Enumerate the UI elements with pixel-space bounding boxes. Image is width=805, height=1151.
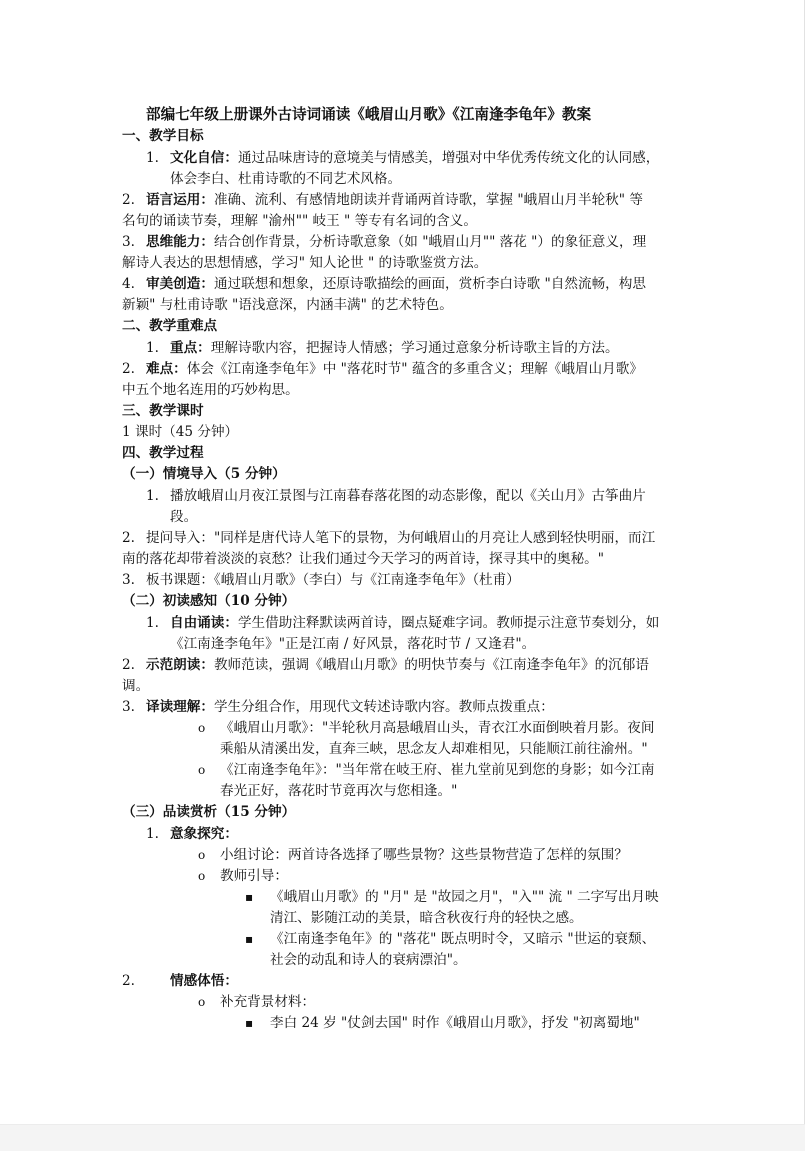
sub-list-item: 《江南逢李龟年》："当年常在岐王府、崔九堂前见到您的身影；如今江南 — [220, 762, 655, 778]
list-item: 3. 译读理解：学生分组合作，用现代文转述诗歌内容。教师点拨重点： — [122, 699, 554, 715]
list-item: 1. 文化自信：通过品味唐诗的意境美与情感美，增强对中华优秀传统文化的认同感， — [146, 150, 660, 166]
list-item-cont: 解诗人表达的思想情感，学习" 知人论世 " 的诗歌鉴赏方法。 — [122, 255, 488, 271]
list-item-cont: 新颖" 与杜甫诗歌 "语浅意深，内涵丰满" 的艺术特色。 — [122, 297, 453, 313]
sub-list-item: 补充背景材料： — [220, 994, 316, 1010]
section-heading: 二、教学重难点 — [122, 318, 218, 334]
list-item-cont: 体会李白、杜甫诗歌的不同艺术风格。 — [170, 171, 402, 187]
list-item: 2. 提问导入："同样是唐代诗人笔下的景物，为何峨眉山的月亮让人感到轻快明丽，而江 — [122, 530, 656, 546]
circle-bullet-icon: o — [198, 721, 206, 735]
list-item: 1. 意象探究： — [146, 826, 238, 842]
list-item: 1. 自由诵读：学生借助注释默读两首诗，圈点疑难字词。教师提示注意节奏划分，如 — [146, 615, 660, 631]
list-item: 2. 语言运用：准确、流利、有感情地朗读并背诵两首诗歌，掌握 "峨眉山月半轮秋" 等 — [122, 192, 643, 208]
sub-list-item: 《峨眉山月歌》："半轮秋月高悬峨眉山头，青衣江水面倒映着月影。夜间 — [220, 720, 655, 736]
subsection-heading: （一）情境导入（5 分钟） — [122, 466, 286, 482]
section-heading: 四、教学过程 — [122, 445, 204, 461]
list-item-cont: 《江南逢李龟年》"正是江南 / 好风景，落花时节 / 又逢君"。 — [170, 636, 536, 652]
bullet-item: 《江南逢李龟年》的 "落花" 既点明时令，又暗示 "世运的衰颓、 — [270, 931, 656, 947]
circle-bullet-icon: o — [198, 763, 206, 777]
square-bullet-icon: ▪ — [245, 1016, 254, 1030]
list-item: 3. 板书课题：《峨眉山月歌》（李白）与《江南逢李龟年》（杜甫） — [122, 572, 520, 588]
circle-bullet-icon: o — [198, 995, 206, 1009]
page-footer-strip — [0, 1124, 805, 1151]
sub-list-item-cont: 春光正好，落花时节竟再次与您相逢。" — [220, 783, 458, 799]
list-item: 2. 难点：体会《江南逢李龟年》中 "落花时节" 蕴含的多重含义；理解《峨眉山月歌》 — [122, 361, 643, 377]
list-item: 2. 示范朗读：教师范读，强调《峨眉山月歌》的明快节奏与《江南逢李龟年》的沉郁语 — [122, 657, 649, 673]
list-item: 1. 重点：理解诗歌内容，把握诗人情感；学习通过意象分析诗歌主旨的方法。 — [146, 340, 619, 356]
list-item-cont: 名句的诵读节奏，理解 "渝州"" 岐王 " 等专有名词的含义。 — [122, 213, 477, 229]
subsection-heading: （二）初读感知（10 分钟） — [122, 593, 296, 609]
bullet-item-cont: 社会的动乱和诗人的衰病漂泊"。 — [270, 952, 467, 968]
bullet-item-cont: 清江、影随江动的美景，暗含秋夜行舟的轻快之感。 — [270, 910, 583, 926]
square-bullet-icon: ▪ — [245, 890, 254, 904]
circle-bullet-icon: o — [198, 848, 206, 862]
list-item-cont: 中五个地名连用的巧妙构思。 — [122, 382, 299, 398]
list-item-cont: 段。 — [170, 509, 198, 525]
list-item: 4. 审美创造：通过联想和想象，还原诗歌描绘的画面，赏析李白诗歌 "自然流畅，构思 — [122, 276, 646, 292]
bullet-item: 李白 24 岁 "仗剑去国" 时作《峨眉山月歌》，抒发 "初离蜀地" — [270, 1015, 640, 1031]
lesson-hours: 1 课时（45 分钟） — [122, 424, 239, 440]
list-item-cont: 调。 — [122, 678, 150, 694]
list-item-cont: 南的落花却带着淡淡的哀愁？让我们通过今天学习的两首诗，探寻其中的奥秘。" — [122, 551, 605, 567]
list-item: 2. 情感体悟： — [122, 973, 238, 989]
sub-list-item: 教师引导： — [220, 868, 288, 884]
sub-list-item-cont: 乘船从清溪出发，直奔三峡，思念友人却难相见，只能顺江前往渝州。" — [220, 741, 648, 757]
sub-list-item: 小组讨论：两首诗各选择了哪些景物？这些景物营造了怎样的氛围？ — [220, 847, 628, 863]
section-heading: 一、教学目标 — [122, 128, 204, 144]
square-bullet-icon: ▪ — [245, 932, 254, 946]
subsection-heading: （三）品读赏析（15 分钟） — [122, 804, 296, 820]
circle-bullet-icon: o — [198, 869, 206, 883]
list-item: 3. 思维能力：结合创作背景，分析诗歌意象（如 "峨眉山月"" 落花 "）的象征意义，理 — [122, 234, 647, 250]
document-title: 部编七年级上册课外古诗词诵读《峨眉山月歌》《江南逢李龟年》教案 — [146, 106, 592, 123]
bullet-item: 《峨眉山月歌》的 "月" 是 "故园之月"，"入"" 流 " 二字写出月映 — [270, 889, 659, 905]
section-heading: 三、教学课时 — [122, 403, 204, 419]
list-item: 1. 播放峨眉山月夜江景图与江南暮春落花图的动态影像，配以《关山月》古筝曲片 — [146, 488, 646, 504]
